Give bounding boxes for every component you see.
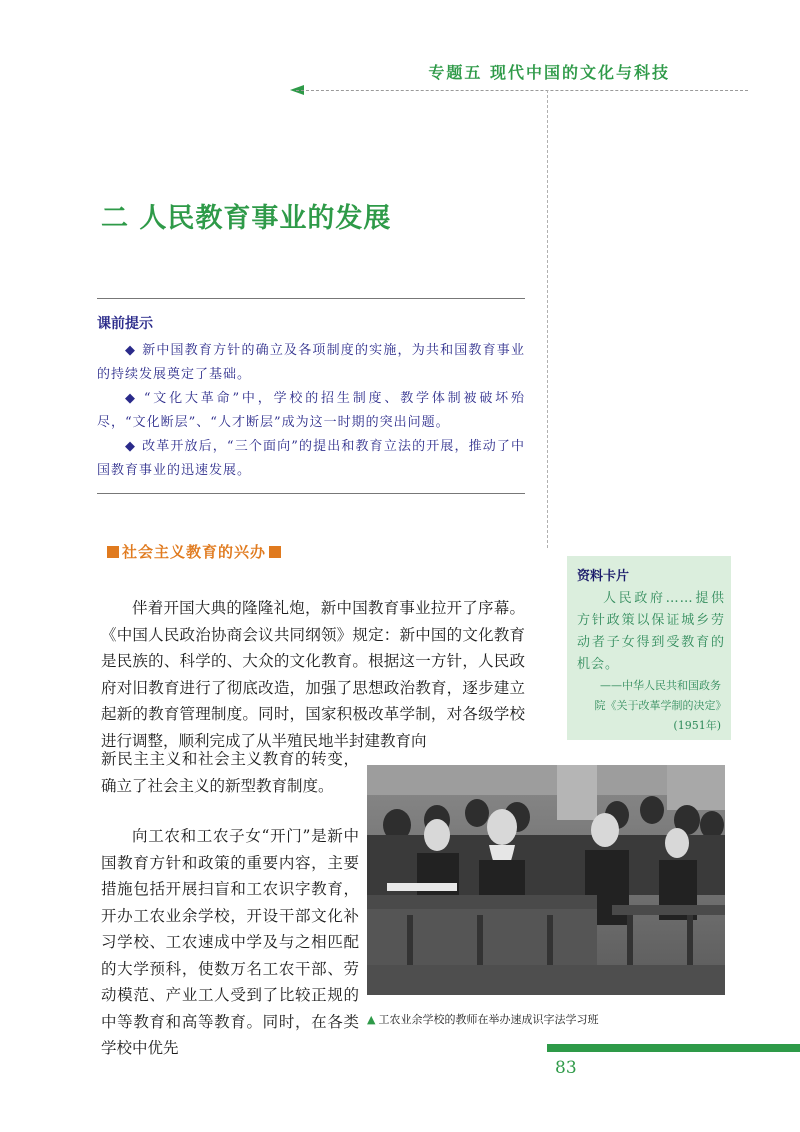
- header-dashed-rule: [296, 90, 748, 91]
- body-paragraph: 向工农和工农子女“开门”是新中国教育方针和政策的重要内容，主要措施包括开展扫盲和工农识字教育，开办工农业余学校，开设干部文化补习学校、工农速成中学及与之相匹配的大学预科，使数万名工农干部、劳动模范、产业工人受到了比较正规的中等教育和高等教育。同时，在各类学校中优先: [101, 827, 359, 1057]
- subsection-heading: 社会主义教育的兴办: [104, 541, 284, 562]
- diamond-bullet-icon: ◆: [125, 439, 137, 454]
- prompt-item: ◆ 改革开放后，“三个面向”的提出和教育立法的开展，推动了中国教育事业的迅速发展。: [97, 439, 526, 478]
- square-bullet-icon: [107, 546, 119, 558]
- body-paragraph: 新民主主义和社会主义教育的转变，确立了社会主义的新型教育制度。: [101, 750, 359, 795]
- diamond-bullet-icon: ◆: [125, 343, 137, 358]
- section-title: 二 人民教育事业的发展: [101, 203, 392, 234]
- prompt-item: ◆ “文化大革命”中，学校的招生制度、教学体制被破坏殆尽，“文化断层”、“人才断层”成为这一时期的突出问题。: [97, 391, 525, 430]
- prompt-box: [97, 298, 525, 494]
- classroom-photo: [367, 765, 725, 995]
- vertical-dashed-rule: [547, 90, 548, 548]
- page-number: 83: [555, 1058, 577, 1078]
- card-heading: 资料卡片: [577, 569, 630, 584]
- prompt-item: ◆ 新中国教育方针的确立及各项制度的实施，为共和国教育事业的持续发展奠定了基础。: [97, 343, 525, 382]
- data-card: [567, 556, 731, 740]
- square-bullet-icon: [269, 546, 281, 558]
- photo-caption: ▲ 工农业余学校的教师在举办速成识字法学习班: [367, 1013, 599, 1026]
- classroom-photo-image: [367, 765, 725, 995]
- card-source: ——中华人民共和国政务院《关于改革学制的决定》(1951年): [594, 679, 721, 732]
- card-quote: 人民政府……提供方针政策以保证城乡劳动者子女得到受教育的机会。: [577, 591, 725, 672]
- diamond-bullet-icon: ◆: [125, 391, 138, 406]
- body-paragraph: 伴着开国大典的隆隆礼炮，新中国教育事业拉开了序幕。《中国人民政治协商会议共同纲领》规定：新中国的文化教育是民族的、科学的、大众的文化教育。根据这一方针，人民政府对旧教育进行了彻底改造，加强了思想政治教育，逐步建立起新的教育管理制度。同时，国家积极改革学制，对各级学校进行调整，顺利完成了从半殖民地半封建教育向: [101, 599, 525, 750]
- prompt-heading: 课前提示: [97, 316, 153, 332]
- chapter-header-title: 专题五 现代中国的文化与科技: [428, 63, 670, 82]
- footer-bar: [547, 1044, 800, 1052]
- triangle-up-icon: ▲: [367, 1013, 376, 1026]
